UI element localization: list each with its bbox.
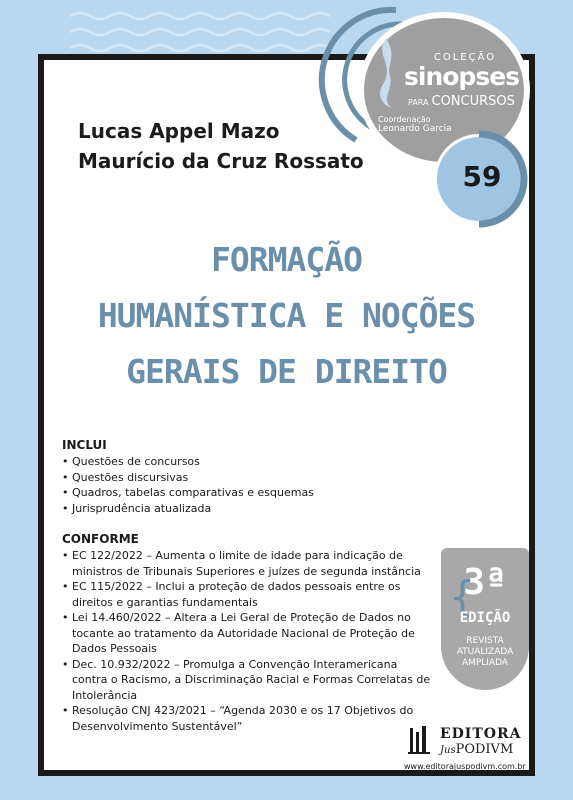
edition-ampliada: AMPLIADA [461, 658, 509, 668]
list-item: • Questões de concursos [62, 454, 442, 470]
flame-icon [372, 36, 398, 110]
list-item: • Resolução CNJ 423/2021 – “Agenda 2030 e os 17 Objetivos do Desenvolvimento Sustentável” [62, 703, 436, 734]
list-item: • Quadros, tabelas comparativas e esquemas [62, 485, 442, 501]
series-name: sinopses [404, 62, 520, 91]
authors [78, 116, 364, 176]
conforme-heading: CONFORME [62, 532, 139, 546]
publisher-emblem-icon [406, 724, 436, 756]
series-colecao: COLEÇÃO [433, 52, 497, 63]
publisher-subname [440, 742, 513, 757]
inclui-heading: INCLUI [62, 438, 107, 452]
edition-badge [441, 548, 529, 690]
series-subtitle [408, 94, 515, 109]
title-line: HUMANÍSTICA E NOÇÕES [97, 296, 476, 335]
coordination-label: Coordenação [378, 115, 431, 124]
publisher-url: www.editorajuspodivm.com.br [404, 762, 526, 771]
title-line: FORMAÇÃO [211, 240, 362, 279]
list-item: • Dec. 10.932/2022 – Promulga a Convenção Interamericana contra o Racismo, a Discriminação Racial e Formas Correlatas de Intolerância [62, 657, 436, 704]
title-line: GERAIS DE DIREITO [126, 352, 447, 391]
list-item: • Lei 14.460/2022 – Altera a Lei Geral de Proteção de Dados no tocante ao tratamento da Autoridade Nacional de Proteção de Dados Pessoais [62, 610, 436, 657]
edition-revista: REVISTA [466, 636, 504, 646]
edition-label: EDIÇÃO [459, 610, 511, 626]
volume-number: 59 [462, 160, 502, 193]
inclui-section [62, 438, 442, 516]
conforme-list [62, 548, 436, 734]
publisher-prefix: Jus [440, 745, 456, 756]
series-concursos: CONCURSOS [431, 94, 515, 109]
edition-details [441, 636, 529, 669]
author-name: Lucas Appel Mazo [78, 119, 280, 143]
list-item: • EC 122/2022 – Aumenta o limite de idade para indicação de ministros de Tribunais Superiores e juízes de segunda instância [62, 548, 436, 579]
list-item: • Questões discursivas [62, 470, 442, 486]
inclui-list [62, 454, 442, 516]
publisher-name: EDITORA [440, 726, 522, 742]
conforme-section [62, 532, 436, 734]
author-name: Maurício da Cruz Rossato [78, 149, 364, 173]
book-title [40, 232, 533, 400]
brace-icon: { [449, 572, 476, 621]
edition-atualizada: ATUALIZADA [456, 647, 514, 657]
series-para: PARA [408, 98, 429, 107]
publisher-podivm: PODIVM [455, 742, 514, 757]
list-item: • Jurisprudência atualizada [62, 501, 442, 517]
coordinator-name: Leonardo Garcia [378, 124, 452, 134]
list-item: • EC 115/2022 – Inclui a proteção de dados pessoais entre os direitos e garantias fundamentais [62, 579, 436, 610]
edition-number: 3ª [463, 562, 507, 603]
